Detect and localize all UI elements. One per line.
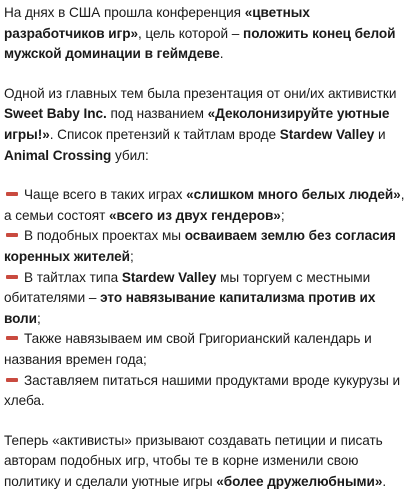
claim-bold: «слишком много белых людей»: [186, 187, 401, 203]
claim-text: ;: [129, 248, 134, 264]
claim-text: В тайтлах типа: [24, 269, 122, 285]
presentation-paragraph: [4, 84, 407, 166]
presentation-text: . Список претензий к тайтлам вроде: [49, 126, 280, 142]
paragraph-gap: [4, 412, 407, 431]
intro-text: .: [219, 46, 224, 62]
intro-bold-conference: «цветных разработчиков игр»: [4, 5, 310, 41]
claim-bold: «всего из двух гендеров»: [109, 207, 281, 223]
presentation-text: убил:: [111, 147, 149, 163]
game-title-stardew: Stardew Valley: [279, 126, 375, 142]
presentation-text: Одной из главных тем была презентация от они/их активистки: [4, 85, 397, 101]
red-dash-icon: [6, 378, 18, 382]
game-title-stardew: Stardew Valley: [121, 269, 217, 285]
claim-bold: это навязывание капитализма против их воли: [4, 290, 376, 326]
presentation-title: «Деколонизируйте уютные игры!»: [4, 106, 390, 142]
claim-item-3: [4, 268, 407, 330]
red-dash-icon: [6, 336, 18, 340]
presentation-text: и: [374, 126, 386, 142]
red-dash-icon: [6, 233, 18, 237]
red-dash-icon: [6, 192, 18, 196]
paragraph-gap: [4, 166, 407, 185]
claim-item-1: [4, 185, 407, 226]
outro-text: Теперь «активисты» призывают создавать петиции и писать авторам подобных игр, чтобы те в корне изменили свою политику и сделали уютные игры: [4, 432, 383, 489]
outro-bold: «более дружелюбными»: [216, 473, 383, 489]
claim-text: Также навязываем им свой Григорианский календарь и названия времен года;: [4, 331, 372, 367]
claim-text: ;: [280, 207, 285, 223]
intro-text: На днях в США прошла конференция: [4, 5, 245, 20]
claim-bold: осваиваем землю без согласия коренных жителей: [4, 228, 396, 264]
outro-text: .: [382, 473, 387, 489]
intro-paragraph: [4, 3, 407, 65]
claim-item-5: [4, 371, 407, 412]
studio-name: Sweet Baby Inc.: [4, 106, 107, 122]
intro-text: , цель которой –: [137, 25, 244, 41]
claim-text: мы торгуем с местными обитателями –: [4, 269, 371, 306]
red-dash-icon: [6, 275, 18, 279]
claim-text: ;: [36, 310, 41, 326]
claim-item-4: [4, 329, 407, 370]
claim-text: , а семьи состоят: [4, 187, 405, 223]
game-title-animal-crossing: Animal Crossing: [4, 147, 112, 163]
claim-text: Чаще всего в таких играх: [24, 187, 187, 203]
intro-bold-goal: положить конец белой мужской доминации в геймдеве: [4, 25, 396, 62]
presentation-text: под названием: [106, 106, 208, 122]
outro-paragraph: [4, 431, 407, 492]
paragraph-gap: [4, 65, 407, 84]
claim-text: В подобных проектах мы: [24, 228, 185, 244]
claim-text: Заставляем питаться нашими продуктами вроде кукурузы и хлеба.: [4, 372, 401, 409]
claim-item-2: [4, 226, 407, 267]
